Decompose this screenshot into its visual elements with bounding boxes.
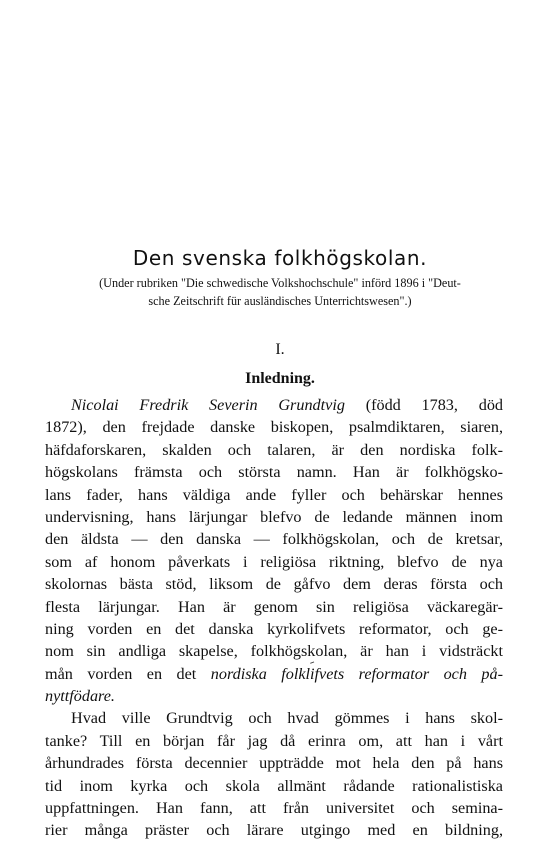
text-line: skolornas bästa stöd, liksom de gåfvo dem deras första och bbox=[45, 575, 503, 594]
text-line: Hvad ville Grundtvig och hvad gömmes i hans skol- bbox=[71, 709, 503, 728]
text-line: uppfattningen. Han fann, att från universitet och semina- bbox=[45, 799, 503, 818]
text-line: undervisning, hans lärjungar blefvo de ledande männen inom bbox=[45, 507, 503, 526]
text-line: lans fader, hans väldiga ande fyller och behärskar hennes bbox=[45, 485, 503, 504]
text-line: den äldsta — den danska — folkhögskolan, och de kretsar, bbox=[45, 530, 503, 549]
text-line bbox=[45, 663, 503, 685]
text-line bbox=[45, 394, 503, 416]
italic-phrase: nyttfödare. bbox=[45, 687, 115, 706]
text-span: (född 1783, död bbox=[344, 396, 504, 414]
text-line: flesta lärjungar. Han är genom sin religiösa väckaregär- bbox=[45, 597, 503, 616]
subtitle-note bbox=[40, 274, 520, 310]
text-line: ning vorden en det danska kyrkolifvets reformator, och ge- bbox=[45, 619, 503, 638]
text-line: rier många präster och lärare utgingo med en bildning, bbox=[45, 821, 503, 840]
subtitle-line: (Under rubriken "Die schwedische Volkshochschule" införd 1896 i "Deut- bbox=[99, 276, 461, 290]
section-numeral: I. bbox=[275, 341, 285, 358]
text-line: århundrades första decennier uppträdde mot hela den på hans bbox=[45, 754, 503, 773]
text-line: nom sin andliga skapelse, folkhögskolan, är han i vidsträckt bbox=[45, 642, 503, 661]
body-text bbox=[45, 394, 503, 842]
page-title: Den svenska folkhögskolan. bbox=[132, 246, 428, 270]
text-line: tid inom kyrka och skola allmänt rådande rationalistiska bbox=[45, 776, 503, 795]
author-name: Nicolai Fredrik Severin Grundtvig bbox=[71, 396, 345, 414]
text-line: högskolans främsta och största namn. Han är folkhögsko- bbox=[45, 463, 503, 482]
subtitle-line: sche Zeitschrift für ausländisches Unterrichtswesen".) bbox=[148, 294, 412, 308]
text-line: häfdaforskaren, skalden och talaren, är den nordiska folk- bbox=[45, 440, 503, 459]
text-line: som af honom påverkats i religiösa riktning, blefvo de nya bbox=[45, 552, 503, 571]
text-span: mån vorden en det bbox=[45, 664, 211, 683]
text-line: tanke? Till en början får jag då erinra om, att han i vårt bbox=[45, 731, 503, 750]
italic-phrase: nordiska folklifvets reformator och på- bbox=[210, 664, 504, 683]
section-heading: Inledning. bbox=[245, 370, 315, 387]
text-line bbox=[45, 685, 503, 707]
text-line: 1872), den frejdade danske biskopen, psalmdiktaren, siaren, bbox=[45, 418, 503, 437]
